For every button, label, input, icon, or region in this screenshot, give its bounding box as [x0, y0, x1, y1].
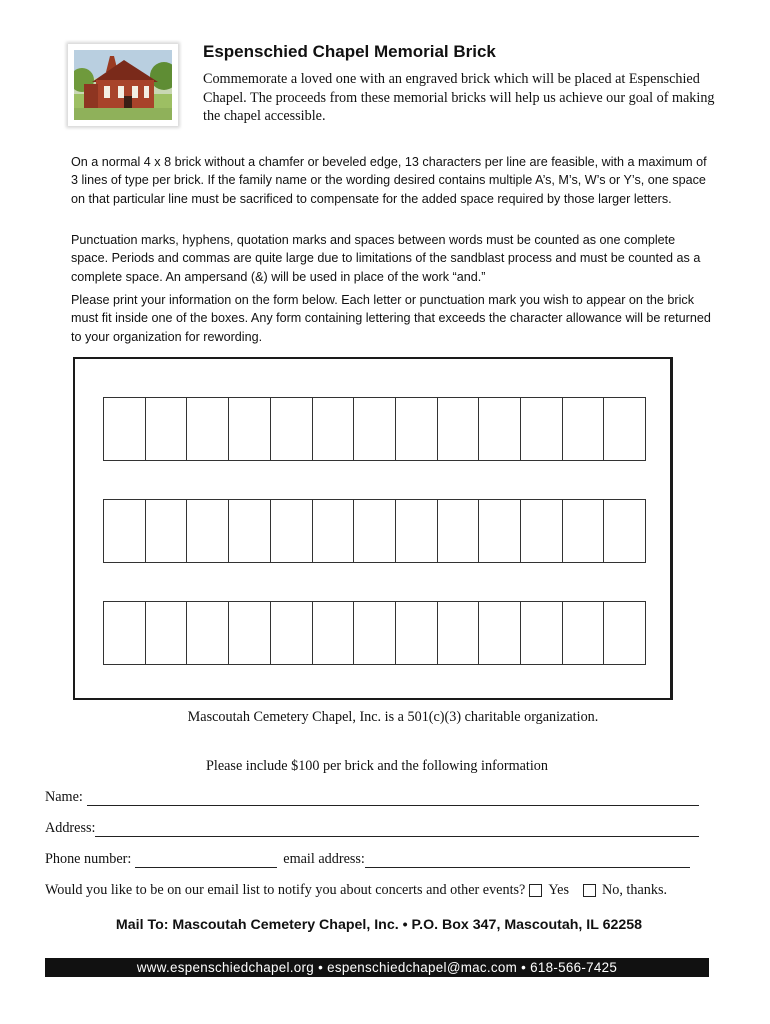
- email-label: email address:: [283, 851, 365, 867]
- yes-label: Yes: [548, 882, 569, 898]
- phone-email-row: [45, 851, 690, 868]
- letter-box[interactable]: [186, 499, 229, 563]
- letter-box[interactable]: [103, 601, 146, 665]
- letter-box[interactable]: [186, 397, 229, 461]
- name-row: [45, 789, 699, 806]
- name-field[interactable]: [87, 790, 699, 806]
- mail-to-address: Mail To: Mascoutah Cemetery Chapel, Inc. • P.O. Box 347, Mascoutah, IL 62258: [115, 917, 643, 933]
- phone-field[interactable]: [135, 852, 277, 868]
- chapel-image: [74, 50, 172, 120]
- yes-checkbox[interactable]: [529, 884, 542, 897]
- no-label: No, thanks.: [602, 882, 668, 898]
- letter-box[interactable]: [312, 499, 355, 563]
- phone-label: Phone number:: [45, 851, 132, 867]
- letter-box[interactable]: [478, 397, 521, 461]
- instructions-paragraph-3: Please print your information on the form below. Each letter or punctuation mark you wish to appear on the brick must fit inside one of the boxes. Any form containing lettering that exceeds the character allowance will be returned to your organization for rewording.: [71, 293, 711, 344]
- letter-box[interactable]: [145, 397, 188, 461]
- name-label: Name:: [45, 789, 83, 805]
- letter-box[interactable]: [562, 499, 605, 563]
- letter-box[interactable]: [437, 397, 480, 461]
- letter-box[interactable]: [270, 397, 313, 461]
- letter-box[interactable]: [520, 601, 563, 665]
- include-note: Please include $100 per brick and the following information: [206, 758, 548, 774]
- brick-line-3: [103, 601, 646, 665]
- letter-box[interactable]: [395, 397, 438, 461]
- letter-box[interactable]: [228, 499, 271, 563]
- letter-box[interactable]: [437, 499, 480, 563]
- letter-box[interactable]: [312, 397, 355, 461]
- letter-box[interactable]: [353, 499, 396, 563]
- letter-box[interactable]: [478, 499, 521, 563]
- letter-box[interactable]: [603, 499, 646, 563]
- letter-box[interactable]: [312, 601, 355, 665]
- instructions-paragraph-2: Punctuation marks, hyphens, quotation marks and spaces between words must be counted as one complete space. Periods and commas are quite large due to limitations of the sandblast process and must be counted as a complete space. An ampersand (&) will be used in place of the work “and.”: [71, 233, 701, 284]
- brick-outline: [73, 357, 673, 700]
- letter-box[interactable]: [562, 601, 605, 665]
- contact-footer: www.espenschiedchapel.org • espenschiedchapel@mac.com • 618-566-7425: [45, 958, 709, 977]
- nonprofit-note: Mascoutah Cemetery Chapel, Inc. is a 501(c)(3) charitable organization.: [187, 709, 599, 725]
- brick-line-2: [103, 499, 646, 563]
- letter-box[interactable]: [353, 397, 396, 461]
- letter-box[interactable]: [145, 499, 188, 563]
- email-list-row: [45, 882, 667, 899]
- letter-box[interactable]: [562, 397, 605, 461]
- letter-box[interactable]: [228, 601, 271, 665]
- letter-box[interactable]: [395, 601, 438, 665]
- intro-text: Commemorate a loved one with an engraved brick which will be placed at Espenschied Chapel. The proceeds from these memorial bricks will help us achieve our goal of making the chapel accessible.: [203, 71, 715, 124]
- brick-line-1: [103, 397, 646, 461]
- letter-box[interactable]: [395, 499, 438, 563]
- letter-box[interactable]: [103, 397, 146, 461]
- letter-box[interactable]: [603, 397, 646, 461]
- email-list-question: Would you like to be on our email list to notify you about concerts and other events?: [45, 882, 526, 898]
- letter-box[interactable]: [103, 499, 146, 563]
- address-field[interactable]: [95, 821, 699, 837]
- letter-box[interactable]: [270, 499, 313, 563]
- page-title: Espenschied Chapel Memorial Brick: [203, 42, 496, 61]
- email-field[interactable]: [365, 852, 690, 868]
- chapel-photo: [68, 44, 178, 126]
- letter-box[interactable]: [603, 601, 646, 665]
- letter-box[interactable]: [520, 499, 563, 563]
- letter-box[interactable]: [478, 601, 521, 665]
- no-checkbox[interactable]: [583, 884, 596, 897]
- instructions-paragraph-1: On a normal 4 x 8 brick without a chamfer or beveled edge, 13 characters per line are feasible, with a maximum of 3 lines of type per brick. If the family name or the wording desired contains multiple A’s, M’s, W’s or Y’s, one space on that particular line must be sacrificed to compensate for the added space required by those larger letters.: [71, 155, 707, 206]
- address-row: [45, 820, 699, 837]
- letter-box[interactable]: [520, 397, 563, 461]
- letter-box[interactable]: [270, 601, 313, 665]
- letter-box[interactable]: [186, 601, 229, 665]
- letter-box[interactable]: [353, 601, 396, 665]
- address-label: Address:: [45, 820, 96, 836]
- letter-box[interactable]: [145, 601, 188, 665]
- letter-box[interactable]: [228, 397, 271, 461]
- letter-box[interactable]: [437, 601, 480, 665]
